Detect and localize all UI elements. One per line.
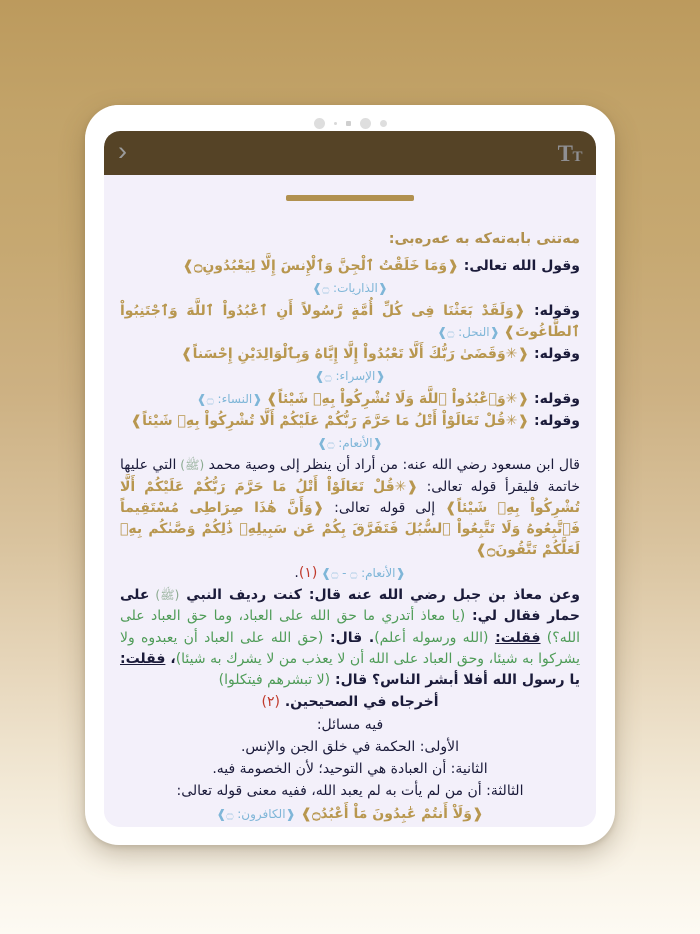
article-line [120,781,580,802]
text-span-prose: أخرجاه في الصحيحين. [279,694,439,711]
article-line [120,366,580,387]
ambient-sensor-icon [346,121,351,126]
text-span-note: (٢) [261,694,280,711]
text-span-prose: الأولى: الحكمة في خلق الجن والإنس. [240,738,460,755]
text-span-prose: على حمار فقال لي: [120,586,580,625]
article-line [120,715,580,736]
text-span-hadith: (حق الله على العباد أن يعبدوه ولا يشركوا به شيئا، وحق العباد على الله أن لا يعذب من لا يشرك به شيئا) [120,629,580,667]
text-span-surah: ❰الأنعام: ۝ - ۝❱ [317,565,406,580]
article-line [120,411,580,432]
article-line [120,563,580,584]
chevron-right-icon[interactable]: › [118,136,127,166]
text-span-prose: فيه مسائل: [316,716,384,733]
text-span-prose: التي عليها خاتمة فليقرأ قوله تعالى: [120,457,580,495]
article-line [120,692,580,713]
article-body [120,231,580,825]
text-span-prose: وقوله: [529,390,580,407]
article-line [120,301,580,344]
page-top-divider [286,195,414,201]
mic-pinhole-icon [334,122,337,125]
sensor-dot-icon [380,120,387,127]
text-span-prose: فقلت: [120,650,166,667]
text-span-prose: الثالثة: أن من لم يأت به لم يعبد الله، ففيه معنى قوله تعالى: [176,783,524,800]
article-line [120,278,580,299]
text-span-prose: الثانية: أن العبادة هي التوحيد؛ لأن الخصومة فيه. [212,761,488,778]
text-span-hadith: (لا تبشرهم فيتكلوا) [218,672,331,689]
article-line [120,344,580,365]
article-line [120,455,580,561]
text-span-prose: وقوله: [529,412,580,429]
text-span-prose: . [362,629,375,646]
text-size-large-glyph: T [557,140,573,166]
tablet-screen [104,131,596,827]
text-span-quran: ❰✳قُلْ تَعَالَوْاْ أَتْلُ مَا حَرَّمَ رَبُّكُمْ عَلَيْكُمْ أَلَّا تُشْرِكُواْ بِهِ۠ شَيْئاً❱ [120,478,580,516]
camera-lens-icon [360,118,371,129]
text-span-surah: ❰الذاريات: ۝❱ [312,281,388,296]
article-lines [120,256,580,825]
article-line [120,585,580,691]
article-line [120,389,580,410]
text-span-hadith: (يا معاذ أتدري ما حق الله على العباد، وما حق العباد على الله؟) [120,608,580,646]
text-span-note: (١) [298,564,318,581]
article-line [120,759,580,780]
text-span-prose: ، [165,650,176,667]
text-span-surah: ❰الأنعام: ۝❱ [317,436,383,451]
text-span-quran: ❰وَمَا خَلَقْتُ ٱلْجِنَّ وَٱلْإِنسَ إِلَّا لِيَعْبُدُونِ۝❱ [182,258,459,274]
kurdish-section-heading: مەتنی بابەتەکە بە عەرەبی: [388,231,580,247]
text-span-sym: (ﷺ) [149,587,180,602]
reader-toolbar [104,131,596,175]
text-span-quran: ❰✳وَقَضَىٰ رَبُّكَ أَلَّا تَعْبُدُواْ إِلَّا إِيَّاهُ وَبِٱلْوَالِدَيْنِ إِحْسَناً❱ [180,346,530,363]
speaker-dot-icon [314,118,325,129]
text-span-quran: ❰وَأَنَّ هَٰذَا صِرَاطِى مُسْتَقِيماً فَٱتَّبِعُوهُ وَلَا تَتَّبِعُواْ ٱلسُّبُلَ فَتَفَرَّقَ بِكُمْ عَن سَبِيلِهِ۠ ذَٰلِكُمْ وَصَّىٰكُم بِهِ۠ لَعَلَّكُمْ تَتَّقُونَ۝❱ [120,499,580,559]
text-span-prose: وقوله: [525,302,580,319]
bezel-sensor-cluster [85,114,615,132]
article-line [120,256,580,277]
text-span-prose: قال: [323,629,363,646]
text-span-prose: يا رسول الله أفلا أبشر الناس؟ قال: [330,672,580,689]
tablet-device [85,105,615,845]
text-span-prose: إلى قوله تعالى: [324,499,446,516]
article-line [120,433,580,454]
text-span-surah: ❰النحل: ۝❱ [437,324,504,339]
text-span-hadith: (الله ورسوله أعلم) [374,629,489,646]
text-span-prose: وعن معاذ بن جبل رضي الله عنه قال: كنت رديف النبي [179,586,580,603]
reader-page[interactable] [104,175,596,827]
text-span-surah: ❰النساء: ۝❱ [196,391,267,406]
text-span-surah: ❰الكافرون: ۝❱ [216,806,296,821]
text-span-prose: . [294,564,299,581]
text-span-sym: (ﷺ) [176,458,205,473]
text-span-prose: وقوله: [529,346,580,363]
article-line [120,737,580,758]
text-span-prose: فقلت: [495,629,541,646]
text-span-quran: ❰وَلَقَدْ بَعَثْنَا فِى كُلِّ أُمَّةٍ رَّسُولاً أَنِ ٱعْبُدُواْ ٱللَّهَ وَٱجْتَنِبُواْ ٱلطَّاغُوتَ❱ [120,302,580,340]
text-size-button[interactable] [558,142,582,165]
text-span-prose: قال ابن مسعود رضي الله عنه: من أراد أن ينظر إلى وصية محمد [204,457,580,474]
text-span-quran: ❰✳قُلْ تَعَالَوْاْ أَتْلُ مَا حَرَّمَ رَبُّكُمْ عَلَيْكُمْ أَلَّا تُشْرِكُواْ بِهِ۠ شَيْئاً❱ [130,412,530,429]
text-span-prose: وقول الله تعالى: [458,258,580,274]
article-line [120,804,580,825]
text-size-small-glyph: T [572,148,582,165]
text-span-quran: ❰✳وَٱعْبُدُواْ ٱللَّهَ وَلَا تُشْرِكُواْ بِهِ۠ شَيْئاً❱ [266,390,530,407]
text-span-surah: ❰الإسراء: ۝❱ [314,369,386,384]
text-span-quran: ❰وَلَاْ أَنتُمْ عَٰبِدُونَ مَاْ أَعْبُدُ۝❱ [295,805,484,822]
